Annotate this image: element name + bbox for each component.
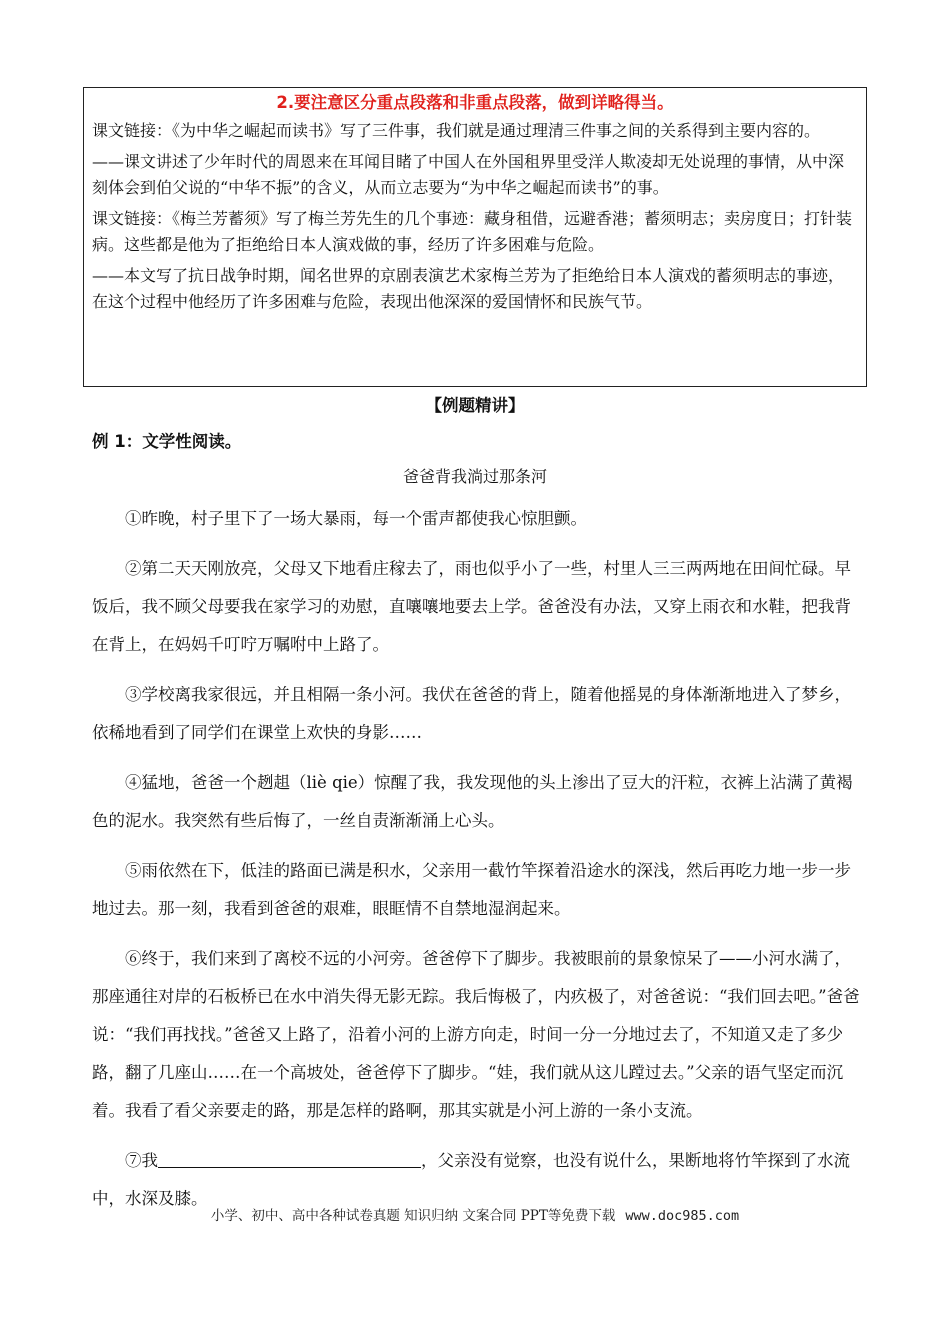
story-paragraph: ⑤雨依然在下，低洼的路面已满是积水，父亲用一截竹竿探着沿途水的深浅，然后再吃力地一步一步地过去。那一刻，我看到爸爸的艰难，眼眶情不自禁地湿润起来。	[92, 861, 851, 918]
page-footer	[0, 1206, 950, 1226]
example-label: 例 1：文学性阅读。	[92, 432, 242, 451]
tip-title: 2.要注意区分重点段落和非重点段落，做到详略得当。	[276, 93, 674, 112]
story-title: 爸爸背我淌过那条河	[402, 467, 547, 486]
answer-blank[interactable]	[158, 1147, 421, 1168]
footer-text: 小学、初中、高中各种试卷真题 知识归纳 文案合同 PPT等免费下载	[210, 1208, 616, 1224]
tip-paragraph: ——本文写了抗日战争时期，闻名世界的京剧表演艺术家梅兰芳为了拒绝给日本人演戏的蓄须明志的事迹，在这个过程中他经历了许多困难与危险，表现出他深深的爱国情怀和民族气节。	[92, 266, 845, 311]
story-body	[92, 500, 862, 1230]
story-paragraph: ④猛地，爸爸一个趔趄（liè qie）惊醒了我，我发现他的头上渗出了豆大的汗粒，衣裤上沾满了黄褐色的泥水。我突然有些后悔了，一丝自责渐渐涌上心头。	[92, 773, 853, 830]
story-paragraph: ③学校离我家很远，并且相隔一条小河。我伏在爸爸的背上，随着他摇晃的身体渐渐地进入了梦乡，依稀地看到了同学们在课堂上欢快的身影……	[92, 685, 851, 742]
section-heading: 【例题精讲】	[425, 396, 525, 415]
tip-paragraph: 课文链接：《梅兰芳蓄须》写了梅兰芳先生的几个事迹：藏身租借，远避香港；蓄须明志；卖房度日；打针装病。这些都是他为了拒绝给日本人演戏做的事，经历了许多困难与危险。	[92, 209, 853, 254]
tip-paragraph: ——课文讲述了少年时代的周恩来在耳闻目睹了中国人在外国租界里受洋人欺凌却无处说理的事情，从中深刻体会到伯父说的“中华不振”的含义，从而立志要为“为中华之崛起而读书”的事。	[92, 152, 845, 197]
footer-url: www.doc985.com	[625, 1208, 740, 1224]
tip-paragraph: 课文链接：《为中华之崛起而读书》写了三件事，我们就是通过理清三件事之间的关系得到主要内容的。	[92, 121, 821, 140]
story-paragraph: ①昨晚，村子里下了一场大暴雨，每一个雷声都使我心惊胆颤。	[125, 509, 587, 528]
story-paragraph: ②第二天天刚放亮，父母又下地看庄稼去了，雨也似乎小了一些，村里人三三两两地在田间忙碌。早饭后，我不顾父母要我在家学习的劝慰，直嚷嚷地要去上学。爸爸没有办法，又穿上雨衣和水鞋，把我背在背上，在妈妈千叮咛万嘱咐中上路了。	[92, 559, 851, 654]
story-paragraph: ⑥终于，我们来到了离校不远的小河旁。爸爸停下了脚步。我被眼前的景象惊呆了——小河水满了，那座通往对岸的石板桥已在水中消失得无影无踪。我后悔极了，内疚极了，对爸爸说：“我们回去吧。”爸爸说：“我们再找找。”爸爸又上路了，沿着小河的上游方向走，时间一分一分地过去了，不知道又走了多少路，翻了几座山……在一个高坡处，爸爸停下了脚步。“娃，我们就从这儿蹚过去。”父亲的语气坚定而沉着。我看了看父亲要走的路，那是怎样的路啊，那其实就是小河上游的一条小支流。	[92, 949, 860, 1120]
tip-box	[83, 87, 867, 387]
p7-start: ⑦我	[125, 1151, 158, 1170]
p7-end: ，父亲没有觉察，也没有说什么，果断地将竹竿探到了水流中，水深及膝。	[92, 1151, 850, 1208]
